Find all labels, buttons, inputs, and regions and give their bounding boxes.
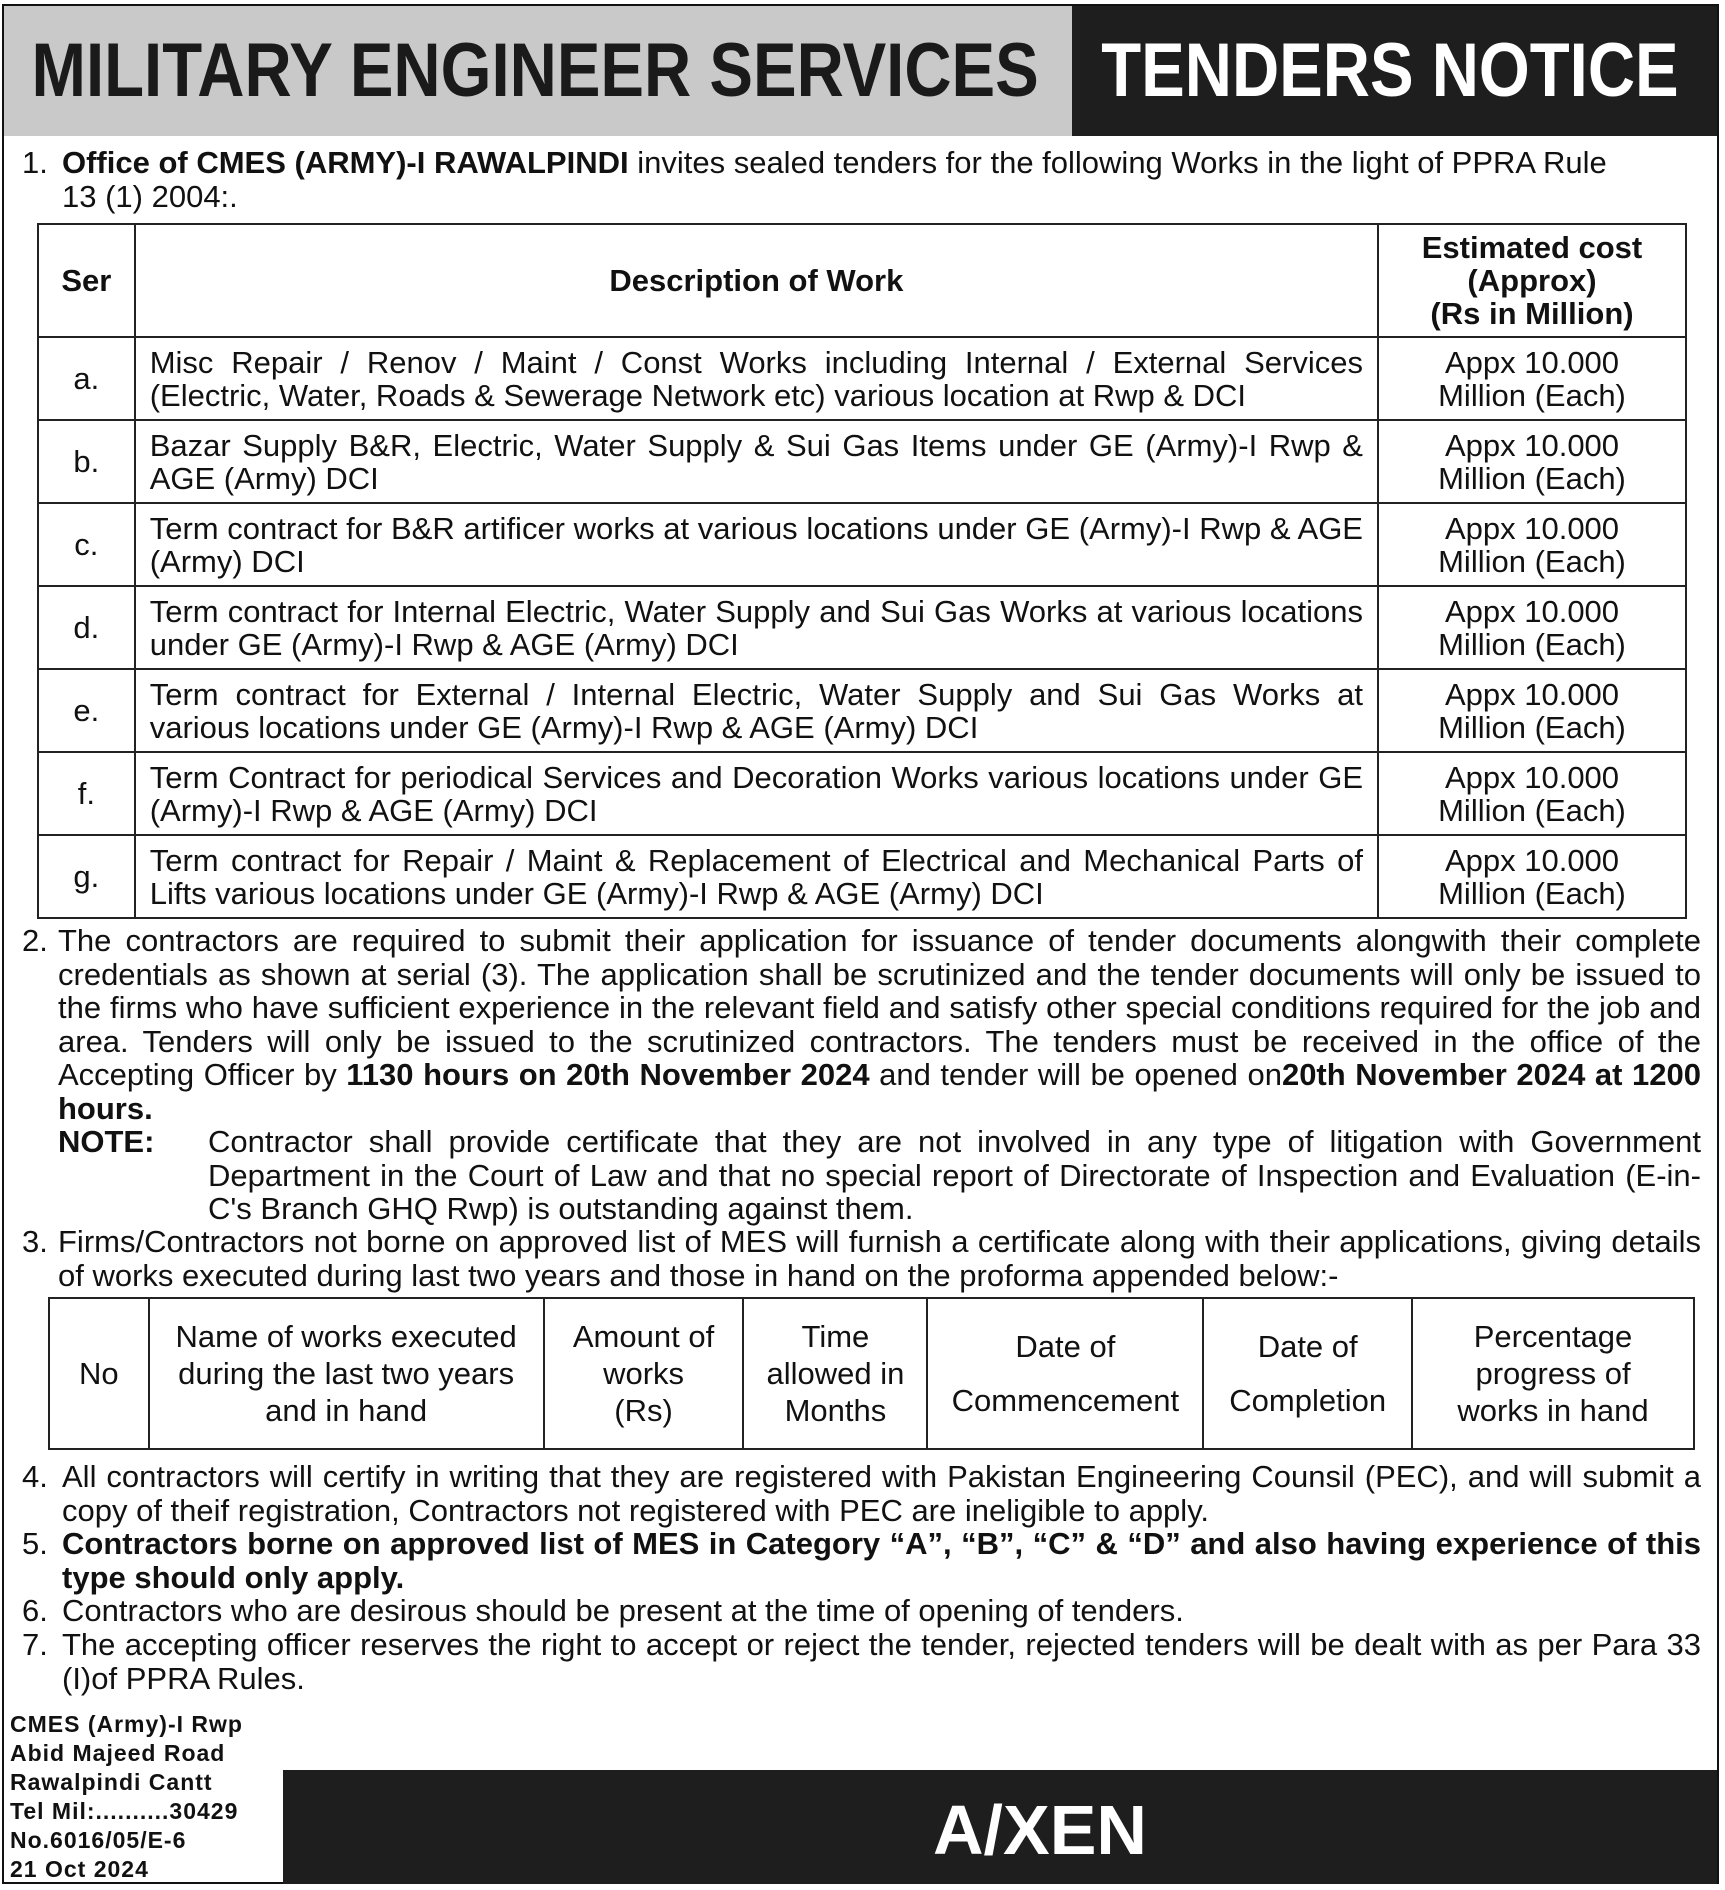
para2-submit-deadline: 1130 hours on 20th November 2024 (346, 1057, 870, 1092)
address-line: Abid Majeed Road (10, 1740, 226, 1766)
col-date-commencement (927, 1298, 1203, 1449)
note-text: Contractor shall provide certificate that they are not involved in any type of litigation with Government Department in the Court of Law and that no special report of Directorate of Inspection and Evaluation (E-in-C's Branch GHQ Rwp) is outstanding against them. (208, 1124, 1701, 1226)
col-commence-line2: Commencement (951, 1382, 1180, 1418)
row-ser: a. (38, 337, 135, 420)
cost-line1: Appx 10.000 (1444, 510, 1620, 546)
cost-line2: Million (Each) (1438, 626, 1626, 662)
cost-line1: Appx 10.000 (1444, 593, 1620, 629)
row-cost (1378, 669, 1686, 752)
col-pct-line2: progress of (1475, 1356, 1631, 1391)
cost-line1: Appx 10.000 (1444, 427, 1620, 463)
address-line: 21 Oct 2024 (10, 1856, 149, 1882)
row-cost (1378, 586, 1686, 669)
address-line: CMES (Army)-I Rwp (10, 1711, 243, 1737)
col-amount-line2: works (603, 1356, 685, 1391)
col-complete-line2: Completion (1229, 1382, 1387, 1418)
col-pct-line1: Percentage (1473, 1319, 1633, 1354)
signature-title: A/XEN (933, 1791, 1147, 1869)
table-row (38, 835, 1686, 918)
col-cost-line3: (Rs in Million) (1430, 296, 1634, 331)
col-name-line2: during the last two years (178, 1356, 515, 1391)
address-line: Tel Mil:..........30429 (10, 1798, 239, 1824)
row-cost (1378, 752, 1686, 835)
cost-line2: Million (Each) (1438, 875, 1626, 911)
address-line: Rawalpindi Cantt (10, 1769, 213, 1795)
signature-bar (283, 1770, 1717, 1884)
col-name-line3: and in hand (265, 1393, 428, 1428)
table-row (38, 752, 1686, 835)
header-org-panel (4, 6, 1072, 136)
cost-line1: Appx 10.000 (1444, 344, 1620, 380)
col-commence-line1: Date of (1015, 1328, 1116, 1364)
col-pct-line3: works in hand (1457, 1393, 1649, 1428)
row-description: Bazar Supply B&R, Electric, Water Supply & Sui Gas Items under GE (Army)-I Rwp & AGE (Army) DCI (135, 420, 1378, 503)
note-label: NOTE: (58, 1124, 155, 1159)
row-cost (1378, 420, 1686, 503)
row-ser: b. (38, 420, 135, 503)
col-time-allowed (743, 1298, 927, 1449)
works-table-header (38, 224, 1686, 337)
row-description: Term contract for Internal Electric, Water Supply and Sui Gas Works at various locations under GE (Army)-I Rwp & AGE (Army) DCI (135, 586, 1378, 669)
para7-number: 7. (22, 1627, 48, 1662)
row-ser: g. (38, 835, 135, 918)
para7-text: The accepting officer reserves the right to accept or reject the tender, rejected tenders will be dealt with as per Para 33 (I)of PPRA Rules. (62, 1627, 1701, 1696)
para4-number: 4. (22, 1459, 48, 1494)
table-row (38, 586, 1686, 669)
address-line: No.6016/05/E-6 (10, 1827, 187, 1853)
col-date-completion (1203, 1298, 1412, 1449)
cost-line2: Million (Each) (1438, 543, 1626, 579)
para1-office: Office of CMES (ARMY)-I RAWALPINDI (62, 145, 629, 180)
office-address (10, 1710, 280, 1884)
col-amount (544, 1298, 744, 1449)
para2-text-b: and tender will be opened on (869, 1057, 1282, 1092)
col-time-line2: allowed in (766, 1356, 905, 1391)
para5-number: 5. (22, 1526, 48, 1561)
row-description: Term Contract for periodical Services and Decoration Works various locations under GE (Army)-I Rwp & AGE (Army) DCI (135, 752, 1378, 835)
row-description: Term contract for B&R artificer works at various locations under GE (Army)-I Rwp & AGE (Army) DCI (135, 503, 1378, 586)
table-row (38, 669, 1686, 752)
col-complete-line1: Date of (1257, 1328, 1358, 1364)
row-description: Term contract for Repair / Maint & Replacement of Electrical and Mechanical Parts of Lifts various locations under GE (Army)-I Rwp & AGE (Army) DCI (135, 835, 1378, 918)
col-cost-line2: (Approx) (1467, 263, 1597, 298)
col-percentage-progress (1412, 1298, 1694, 1449)
col-amount-line3: (Rs) (614, 1393, 673, 1428)
proforma-table (48, 1297, 1695, 1450)
header-title-panel (1072, 6, 1717, 136)
proforma-header-row (49, 1298, 1694, 1449)
para2-opening-time: 20th November 2024 at 1200 hours. (58, 1057, 1701, 1126)
para2-text (58, 924, 1701, 1125)
cost-line2: Million (Each) (1438, 709, 1626, 745)
col-ser: Ser (38, 224, 135, 337)
table-row (38, 420, 1686, 503)
table-row (38, 503, 1686, 586)
row-cost (1378, 503, 1686, 586)
cost-line1: Appx 10.000 (1444, 759, 1620, 795)
col-time-line3: Months (784, 1393, 887, 1428)
col-description: Description of Work (135, 224, 1378, 337)
para1-text-b: 13 (1) 2004:. (62, 178, 238, 214)
notice-header (4, 6, 1717, 136)
row-description: Misc Repair / Renov / Maint / Const Works including Internal / External Services (Electric, Water, Roads & Sewerage Network etc) various location at Rwp & DCI (135, 337, 1378, 420)
cost-line2: Million (Each) (1438, 460, 1626, 496)
row-ser: c. (38, 503, 135, 586)
org-name: MILITARY ENGINEER SERVICES (31, 28, 1039, 113)
para1-text (62, 146, 1702, 213)
table-row (38, 337, 1686, 420)
para4-text: All contractors will certify in writing that they are registered with Pakistan Engineering Counsil (PEC), and will submit a copy of theif registration, Contractors not registered with PEC are ineligible to apply. (62, 1459, 1701, 1528)
col-amount-line1: Amount of (572, 1319, 715, 1354)
row-ser: d. (38, 586, 135, 669)
para1-number: 1. (22, 145, 48, 180)
para6-text: Contractors who are desirous should be present at the time of opening of tenders. (62, 1593, 1184, 1628)
works-table (37, 223, 1687, 919)
para3-text: Firms/Contractors not borne on approved list of MES will furnish a certificate along with their applications, giving details of works executed during last two years and those in hand on the proforma appended below:- (58, 1224, 1701, 1293)
row-ser: f. (38, 752, 135, 835)
row-cost (1378, 835, 1686, 918)
row-description: Term contract for External / Internal Electric, Water Supply and Sui Gas Works at various locations under GE (Army)-I Rwp & AGE (Army) DCI (135, 669, 1378, 752)
row-cost (1378, 337, 1686, 420)
cost-line1: Appx 10.000 (1444, 676, 1620, 712)
col-name-line1: Name of works executed (175, 1319, 517, 1354)
row-ser: e. (38, 669, 135, 752)
col-no: No (49, 1298, 149, 1449)
col-estimated-cost (1378, 224, 1686, 337)
para5-text: Contractors borne on approved list of MES in Category “A”, “B”, “C” & “D” and also having experience of this type should only apply. (62, 1526, 1701, 1595)
para1-text-a: invites sealed tenders for the following Works in the light of PPRA Rule (628, 145, 1607, 180)
cost-line1: Appx 10.000 (1444, 842, 1620, 878)
para2-number: 2. (22, 923, 48, 958)
col-time-line1: Time (801, 1319, 870, 1354)
cost-line2: Million (Each) (1438, 792, 1626, 828)
para2-text-a: The contractors are required to submit their application for issuance of tender documents alongwith their complete credentials as shown at serial (3). The application shall be scrutinized and the tender documents will only be issued to the firms who have sufficient experience in the relevant field and satisfy other special conditions required for the job and area. Tenders will only be issued to the scrutinized contractors. The tenders must be received in the office of the Accepting Officer by (58, 923, 1701, 1092)
col-cost-line1: Estimated cost (1421, 230, 1643, 265)
para6-number: 6. (22, 1593, 48, 1628)
col-name-of-works (149, 1298, 544, 1449)
para3-number: 3. (22, 1224, 48, 1259)
notice-title: TENDERS NOTICE (1101, 28, 1679, 113)
cost-line2: Million (Each) (1438, 377, 1626, 413)
